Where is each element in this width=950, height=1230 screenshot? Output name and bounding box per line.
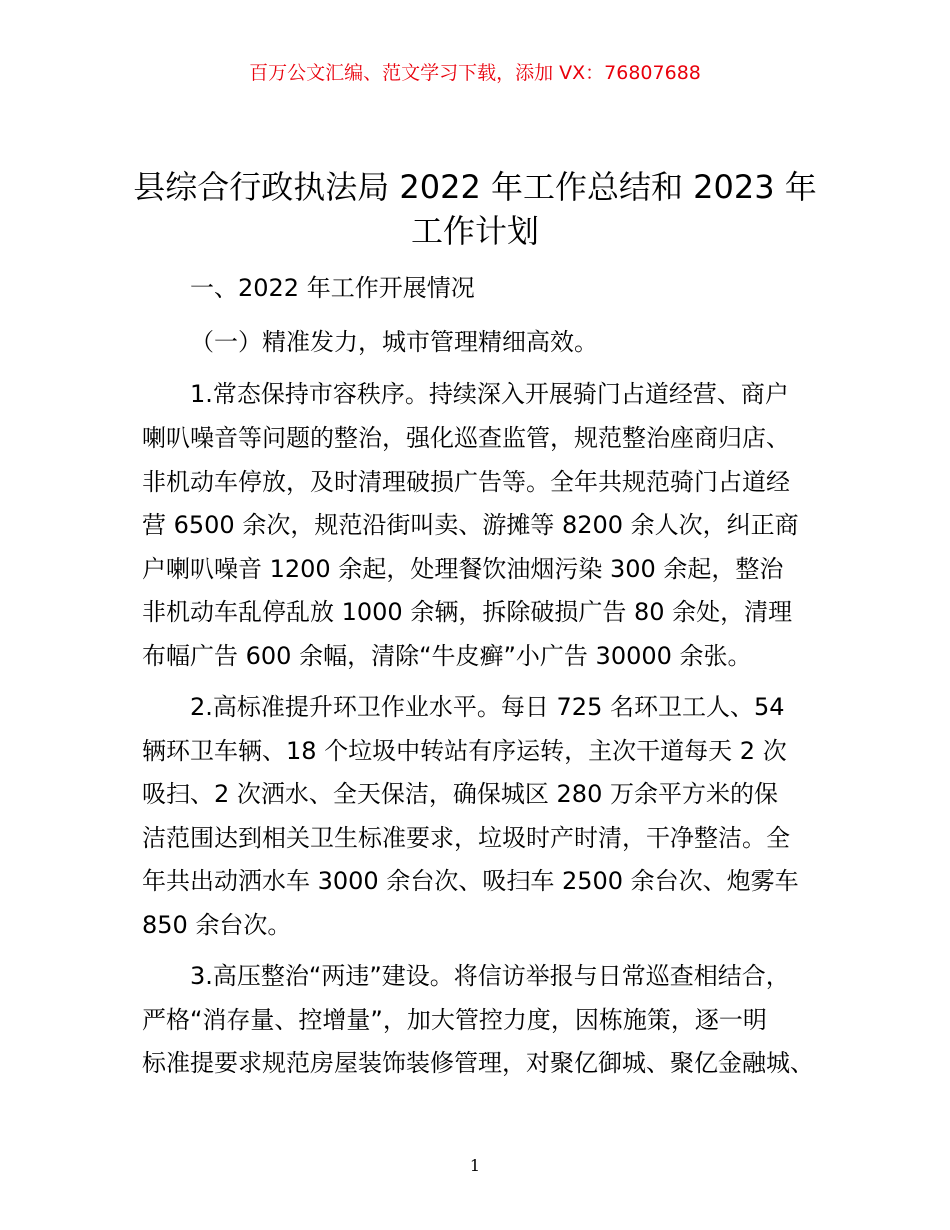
document-title [100, 165, 850, 253]
paragraph-line: 辆环卫车辆、18 个垃圾中转站有序运转，主次干道每天 2 次 [142, 737, 787, 765]
paragraph-line: 年共出动洒水车 3000 余台次、吸扫车 2500 余台次、炮雾车 [142, 867, 799, 895]
paragraph-line: 非机动车乱停乱放 1000 余辆，拆除破损广告 80 余处，清理 [142, 598, 793, 626]
title-line-2: 工作计划 [410, 212, 539, 250]
paragraph-line: 标准提要求规范房屋装饰装修管理，对聚亿御城、聚亿金融城、 [142, 1049, 814, 1077]
paragraph-line: 户喇叭噪音 1200 余起，处理餐饮油烟污染 300 余起，整治 [142, 555, 784, 583]
title-line-1: 县综合行政执法局 2022 年工作总结和 2023 年 [133, 168, 817, 206]
paragraph-line: 非机动车停放，及时清理破损广告等。全年共规范骑门占道经 [142, 468, 790, 496]
paragraph-line: 洁范围达到相关卫生标准要求，垃圾时产时清，干净整洁。全 [142, 824, 790, 852]
paragraph-line: 营 6500 余次，规范沿街叫卖、游摊等 8200 余人次，纠正商 [142, 511, 799, 539]
paragraph-line: 1.常态保持市容秩序。持续深入开展骑门占道经营、商户 [190, 380, 789, 408]
section-heading: 一、2022 年工作开展情况 [190, 274, 475, 302]
paragraph-line: 850 余台次。 [142, 911, 292, 939]
subsection-heading: （一）精准发力，城市管理精细高效。 [190, 328, 598, 356]
page-number: 1 [469, 1156, 481, 1175]
paragraph-line: 2.高标准提升环卫作业水平。每日 725 名环卫工人、54 [190, 693, 785, 721]
watermark-header: 百万公文汇编、范文学习下载，添加 VX：76807688 [249, 62, 701, 84]
paragraph-line: 严格“消存量、控增量”，加大管控力度，因栋施策，逐一明 [142, 1006, 767, 1034]
paragraph-line: 布幅广告 600 余幅，清除“牛皮癣”小广告 30000 余张。 [142, 642, 752, 670]
paragraph-line: 3.高压整治“两违”建设。将信访举报与日常巡查相结合， [190, 962, 790, 990]
paragraph-line: 喇叭噪音等问题的整治，强化巡查监管，规范整治座商归店、 [142, 424, 790, 452]
paragraph-line: 吸扫、2 次洒水、全天保洁，确保城区 280 万余平方米的保 [142, 780, 778, 808]
